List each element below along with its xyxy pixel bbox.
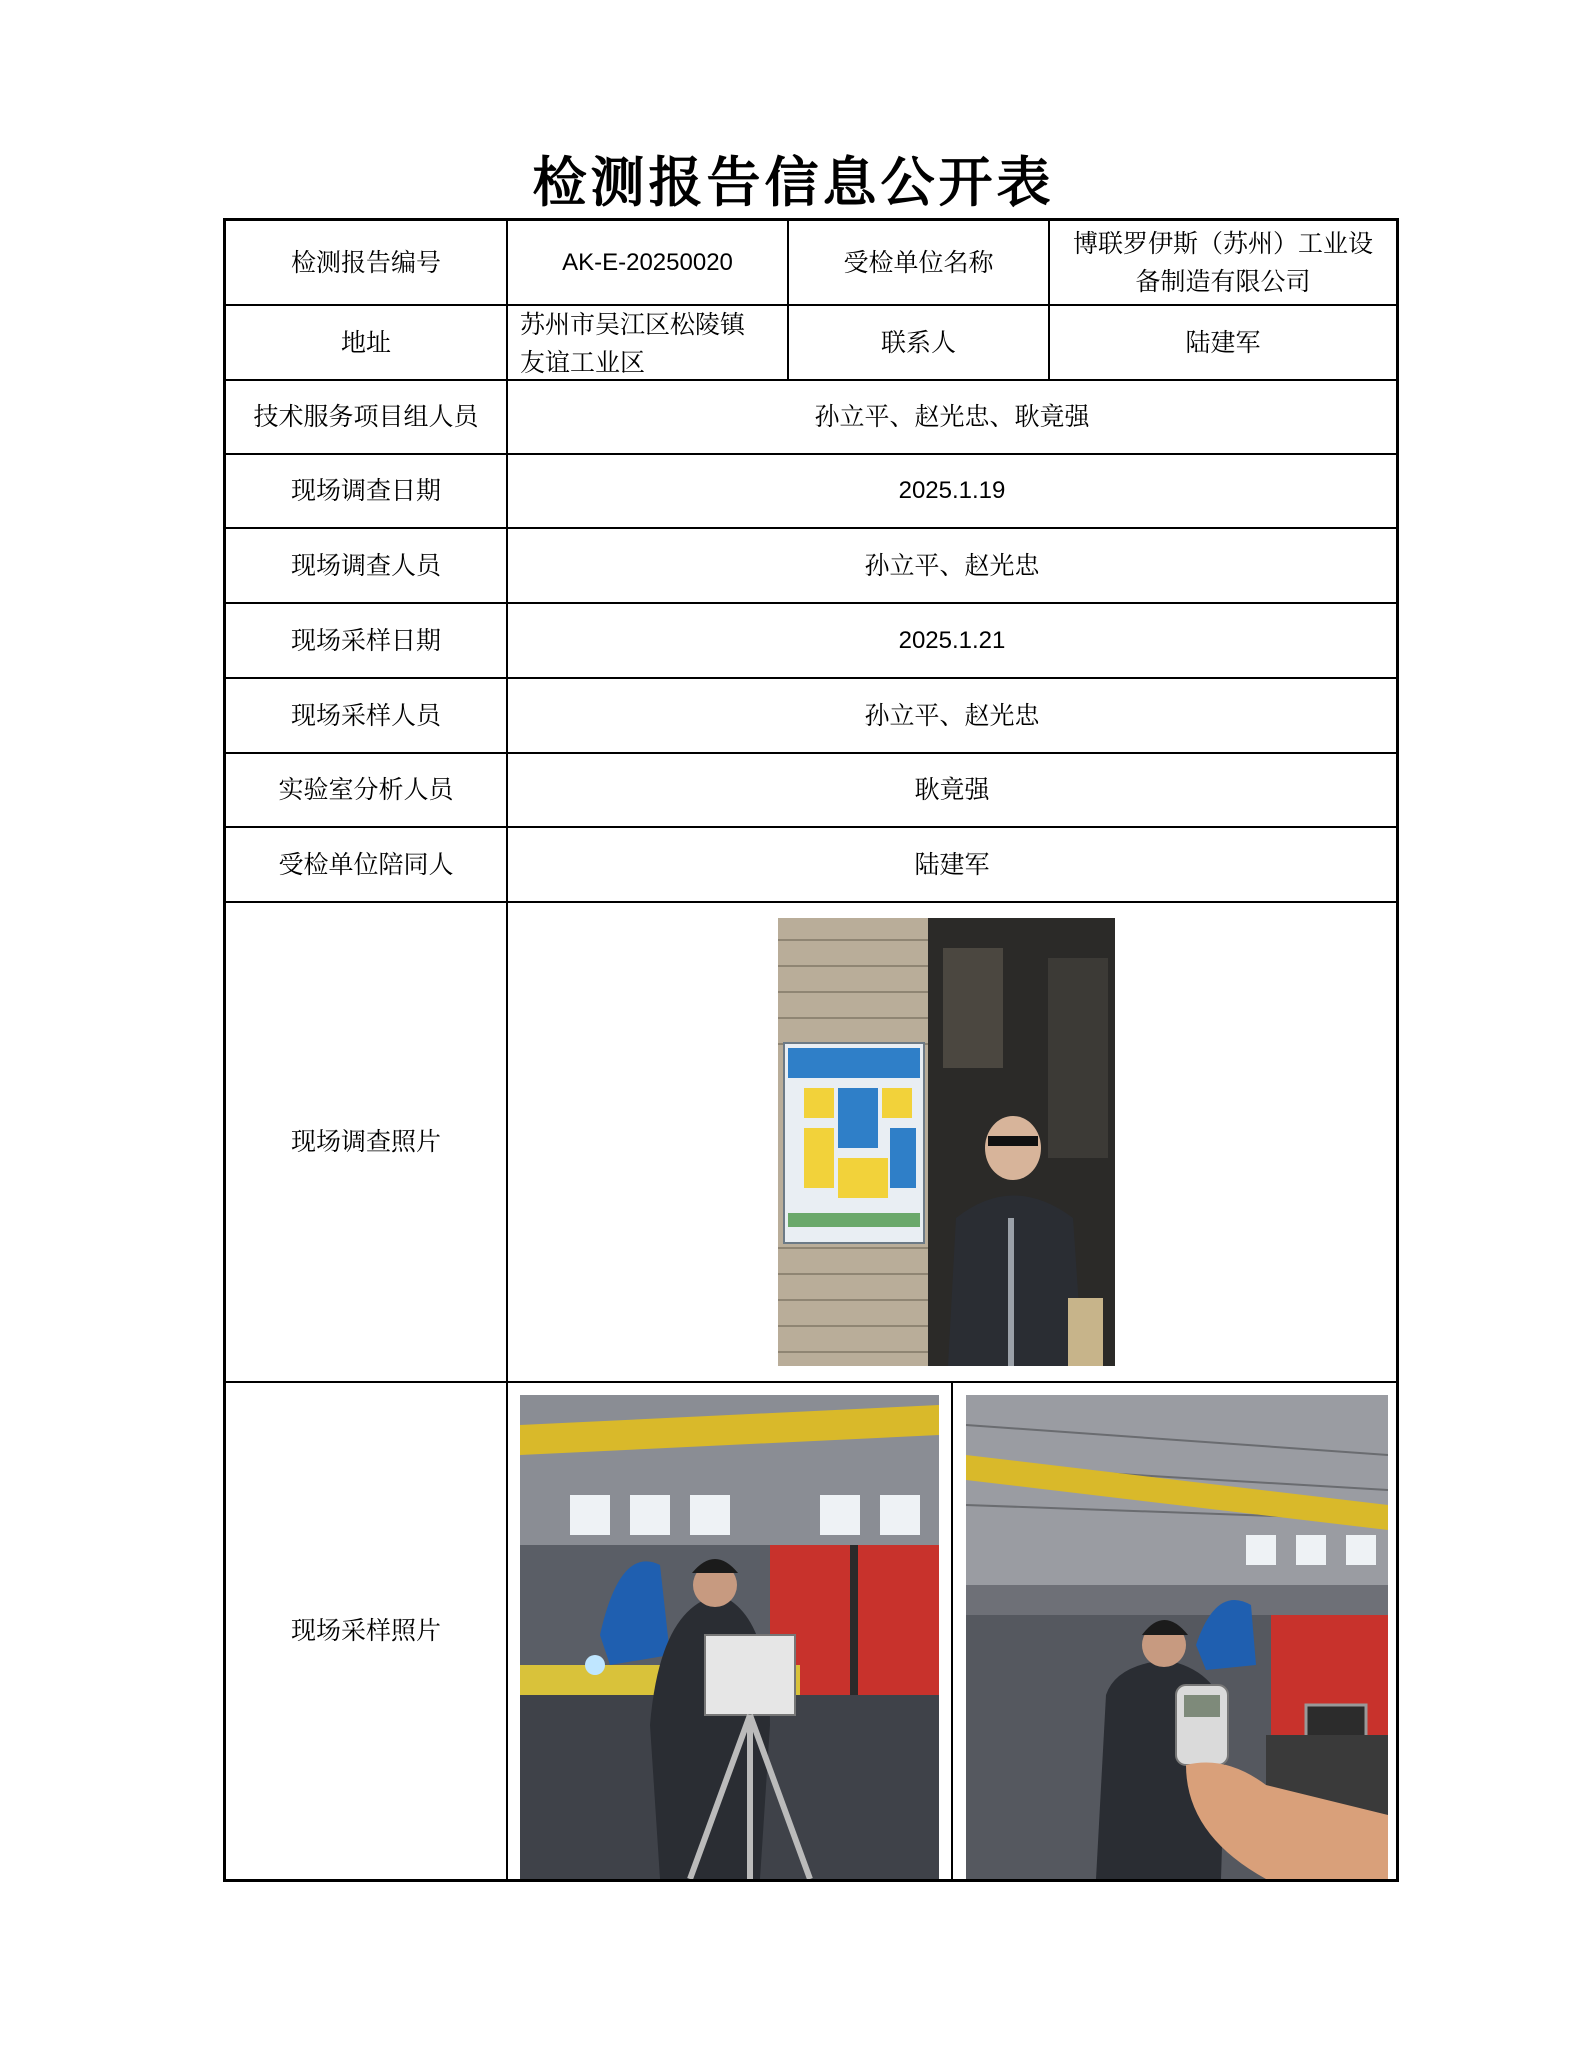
lab-staff-label: 实验室分析人员: [278, 775, 454, 804]
survey-staff-label: 现场调查人员: [290, 550, 441, 580]
contact-label: 联系人: [880, 327, 956, 357]
survey-photo: [778, 918, 1115, 1366]
lab-staff-value: 耿竟强: [914, 775, 990, 804]
unit-name-line2: 备制造有限公司: [1135, 266, 1311, 296]
contact-value: 陆建军: [1185, 327, 1261, 357]
unit-name-value: [1050, 221, 1396, 304]
unit-name-line1: 博联罗伊斯（苏州）工业设: [1072, 228, 1373, 258]
sampling-date-value: 2025.1.21: [898, 626, 1006, 654]
sampling-staff-label: 现场采样人员: [290, 700, 441, 730]
escort-label: 受检单位陪同人: [278, 849, 454, 879]
col-divider: [951, 1381, 953, 1879]
page-title: 检测报告信息公开表: [532, 150, 1055, 214]
unit-name-label: 受检单位名称: [843, 247, 994, 277]
sampling-date-label: 现场采样日期: [290, 625, 441, 655]
team-value: 孙立平、赵光忠、耿竟强: [814, 402, 1090, 431]
survey-staff-value: 孙立平、赵光忠: [864, 550, 1040, 580]
survey-photo-label: 现场调查照片: [290, 1127, 441, 1156]
sampling-staff-value: 孙立平、赵光忠: [864, 700, 1040, 730]
escort-value: 陆建军: [914, 849, 990, 879]
team-label: 技术服务项目组人员: [253, 402, 479, 431]
sampling-photo-2: [966, 1395, 1388, 1879]
info-table: [223, 218, 1399, 1882]
survey-date-value: 2025.1.19: [898, 477, 1006, 504]
address-label: 地址: [340, 327, 391, 357]
address-value: [508, 306, 787, 379]
sampling-photo-label: 现场采样照片: [290, 1616, 441, 1645]
address-line1: 苏州市吴江区松陵镇: [520, 310, 746, 339]
survey-date-label: 现场调查日期: [290, 476, 441, 505]
address-line2: 友谊工业区: [520, 348, 646, 377]
report-no-label: 检测报告编号: [290, 247, 441, 277]
sampling-photo-1: [520, 1395, 939, 1879]
report-no-value: AK-E-20250020: [562, 248, 733, 276]
